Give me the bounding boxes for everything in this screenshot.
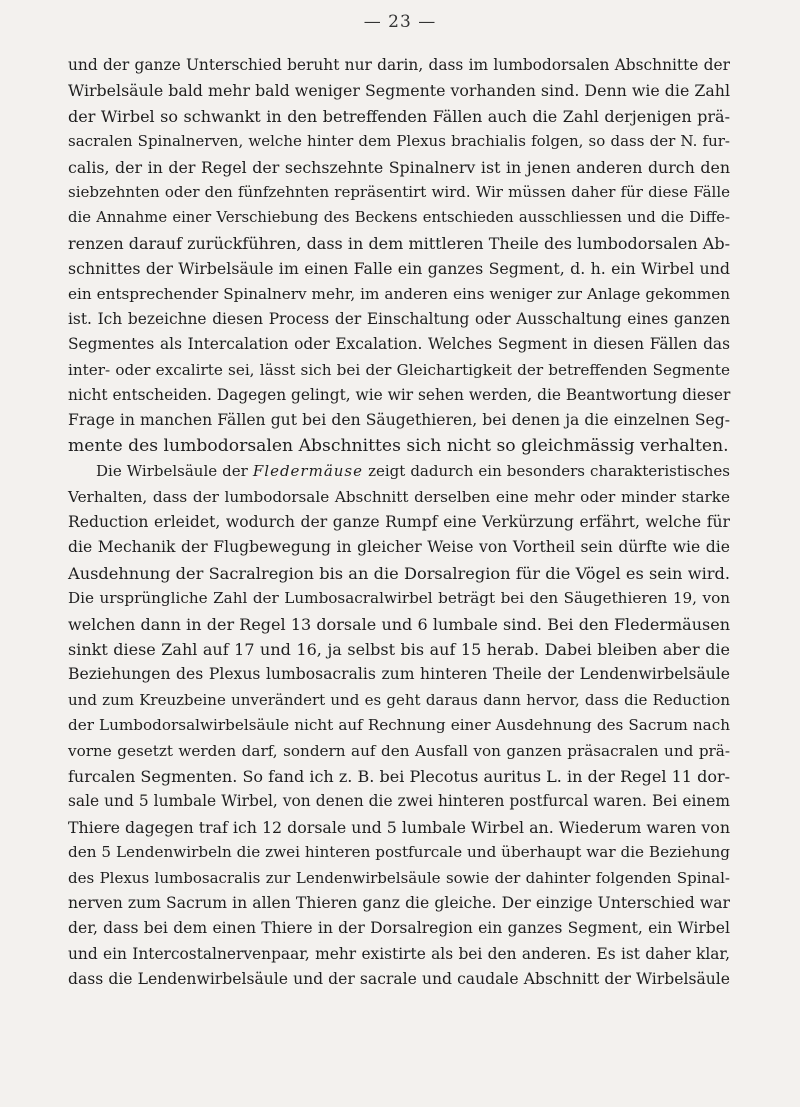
text-line: welchen dann in der Regel 13 dorsale und 6 lumbale sind. Bei den Fledermäusen: [68, 614, 730, 634]
text-line: sale und 5 lumbale Wirbel, von denen die zwei hinteren postfurcal waren. Bei einem: [68, 792, 730, 811]
text-line: Thiere dagegen traf ich 12 dorsale und 5 lumbale Wirbel an. Wiederum waren von: [68, 817, 730, 837]
text-line: ist. Ich bezeichne diesen Process der Einschaltung oder Ausschaltung eines ganzen: [68, 309, 730, 328]
text-line-first: [68, 459, 730, 484]
text-line: der Lumbodorsalwirbelsäule nicht auf Rechnung einer Ausdehnung des Sacrum nach: [68, 716, 730, 735]
text-line: inter- oder excalirte sei, lässt sich bei der Gleichartigkeit der betreffenden Segmente: [68, 360, 730, 379]
text-line: Beziehungen des Plexus lumbosacralis zum hinteren Theile der Lendenwirbelsäule: [68, 665, 730, 684]
text-line: nicht entscheiden. Dagegen gelingt, wie wir sehen werden, die Beantwortung dieser: [68, 386, 731, 405]
text-line: Reduction erleidet, wodurch der ganze Rumpf eine Verkürzung erfährt, welche für: [68, 513, 730, 532]
text-line: nerven zum Sacrum in allen Thieren ganz die gleiche. Der einzige Unterschied war: [68, 893, 730, 912]
page-number: — 23 —: [363, 12, 437, 32]
text-line: calis, der in der Regel der sechszehnte Spinalnerv ist in jenen anderen durch den: [68, 157, 730, 177]
text-line: den 5 Lendenwirbeln die zwei hinteren postfurcale und überhaupt war die Beziehung: [68, 843, 730, 862]
text-line: siebzehnten oder den fünfzehnten repräsentirt wird. Wir müssen daher für diese Fälle: [68, 182, 730, 201]
emphasized-term: Fledermäuse: [252, 462, 364, 481]
text-segment: Die Wirbelsäule der: [96, 462, 253, 481]
text-line: vorne gesetzt werden darf, sondern auf den Ausfall von ganzen präsacralen und prä-: [68, 741, 730, 760]
text-line: ein entsprechender Spinalnerv mehr, im anderen eins weniger zur Anlage gekommen: [68, 284, 730, 303]
text-line: Segmentes als Intercalation oder Excalation. Welches Segment in diesen Fällen das: [68, 335, 730, 354]
text-line: renzen darauf zurückführen, dass in dem mittleren Theile des lumbodorsalen Ab-: [68, 233, 730, 253]
text-line: und der ganze Unterschied beruht nur darin, dass im lumbodorsalen Abschnitte der: [68, 56, 730, 74]
text-line: furcalen Segmenten. So fand ich z. B. bei Plecotus auritus L. in der Regel 11 dor-: [68, 766, 730, 786]
text-line: Frage in manchen Fällen gut bei den Säugethieren, bei denen ja die einzelnen Seg-: [68, 411, 730, 430]
text-line: und zum Kreuzbeine unverändert und es geht daraus dann hervor, dass die Reduction: [68, 690, 730, 709]
text-line: Wirbelsäule bald mehr bald weniger Segmente vorhanden sind. Denn wie die Zahl: [68, 81, 730, 101]
text-line: mente des lumbodorsalen Abschnittes sich nicht so gleichmässig verhalten.: [68, 435, 729, 456]
paragraph-2: [68, 459, 730, 992]
text-line: dass die Lendenwirbelsäule und der sacrale und caudale Abschnitt der Wirbelsäule: [68, 970, 730, 989]
text-line: die Annahme einer Verschiebung des Beckens entschieden ausschliessen und die Diffe-: [68, 209, 730, 227]
text-line: sinkt diese Zahl auf 17 und 16, ja selbst bis auf 15 herab. Dabei bleiben aber die: [68, 639, 730, 659]
text-line: die Mechanik der Flugbewegung in gleicher Weise von Vortheil sein dürfte wie die: [68, 538, 730, 557]
text-line: und ein Intercostalnervenpaar, mehr existirte als bei den anderen. Es ist daher klar,: [68, 944, 730, 963]
text-line: Ausdehnung der Sacralregion bis an die Dorsalregion für die Vögel es sein wird.: [68, 563, 730, 583]
text-line: der, dass bei dem einen Thiere in der Dorsalregion ein ganzes Segment, ein Wirbel: [68, 919, 730, 938]
body-text: [68, 53, 730, 992]
text-line: Die ursprüngliche Zahl der Lumbosacralwirbel beträgt bei den Säugethieren 19, von: [68, 589, 730, 608]
text-segment: zeigt dadurch ein besonders charakteristisches: [363, 462, 730, 481]
text-line: sacralen Spinalnerven, welche hinter dem Plexus brachialis folgen, so dass der N. fur-: [68, 132, 730, 151]
paragraph-1: [68, 53, 730, 459]
text-line: des Plexus lumbosacralis zur Lendenwirbelsäule sowie der dahinter folgenden Spinal-: [68, 868, 730, 887]
text-line: der Wirbel so schwankt in den betreffenden Fällen auch die Zahl derjenigen prä-: [68, 106, 730, 126]
text-line: schnittes der Wirbelsäule im einen Falle ein ganzes Segment, d. h. ein Wirbel und: [68, 259, 730, 279]
text-line: Verhalten, dass der lumbodorsale Abschnitt derselben eine mehr oder minder starke: [68, 487, 730, 506]
